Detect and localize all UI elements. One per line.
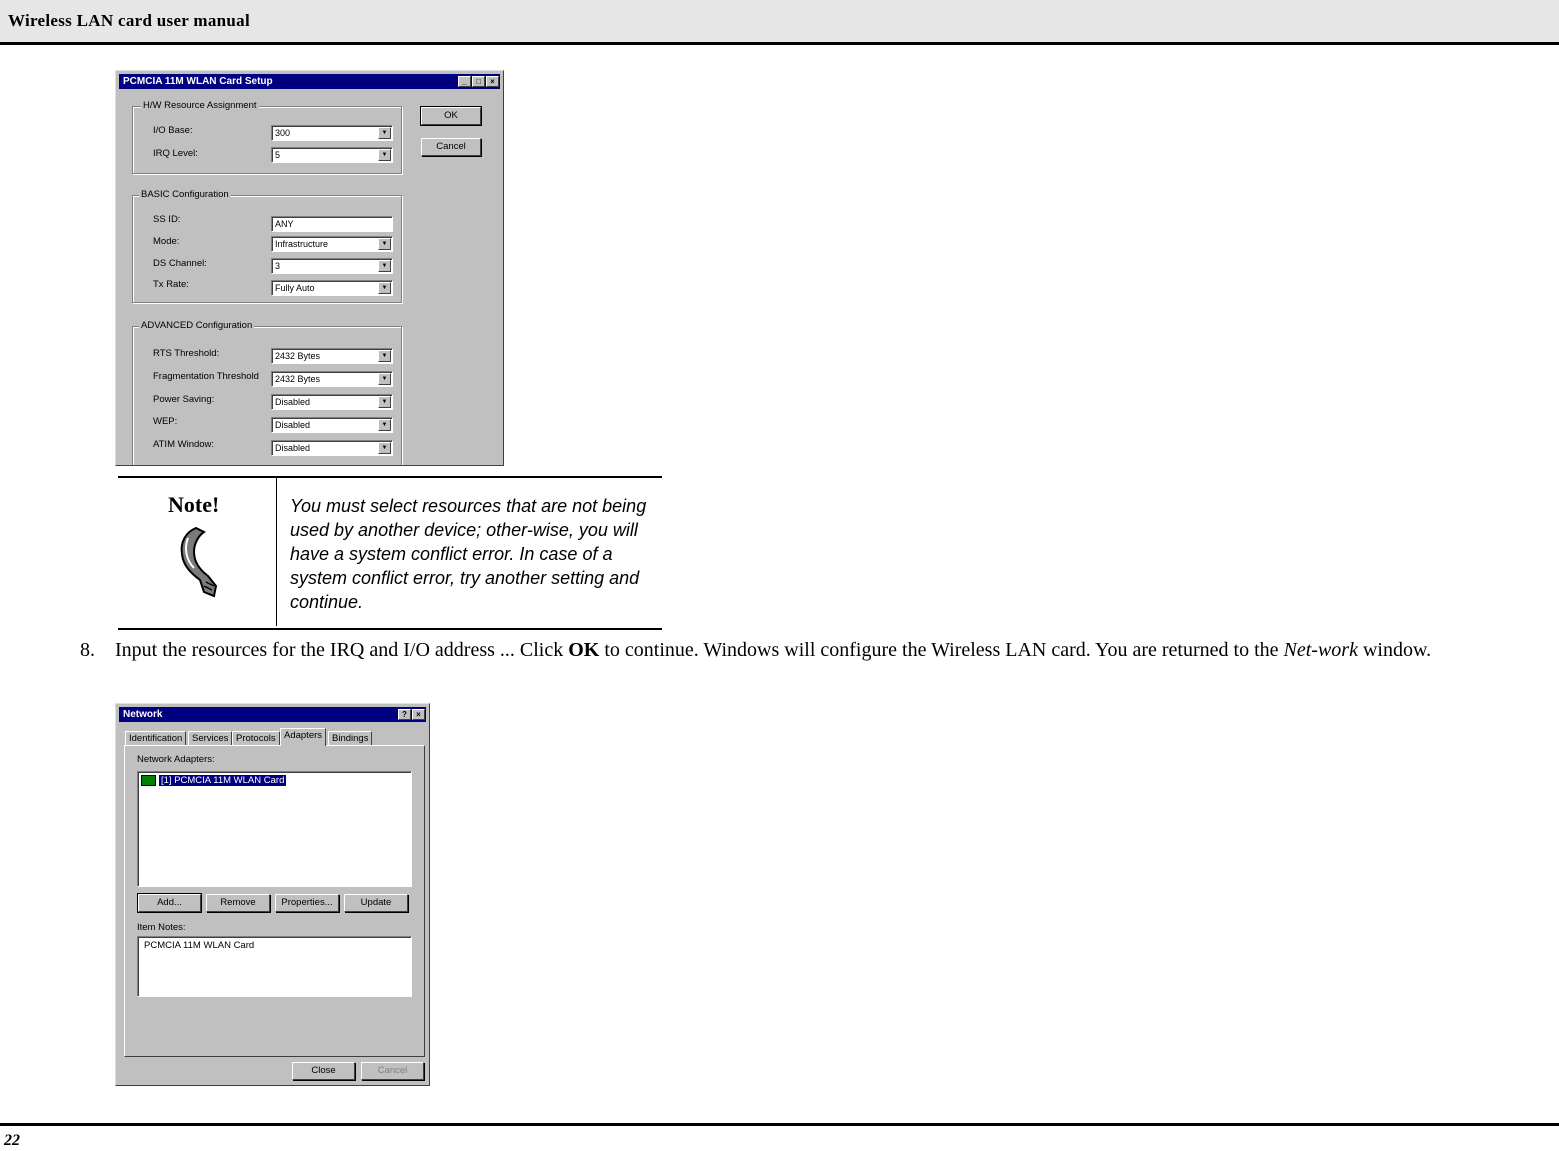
adapters-label: Network Adapters: bbox=[137, 754, 215, 765]
minimize-icon[interactable]: _ bbox=[458, 76, 471, 87]
tab-services[interactable]: Services bbox=[188, 731, 232, 745]
chevron-down-icon[interactable]: ▼ bbox=[378, 282, 391, 294]
irq-select[interactable]: 5 ▼ bbox=[271, 147, 393, 163]
chevron-down-icon[interactable]: ▼ bbox=[378, 442, 391, 454]
power-select[interactable]: Disabled ▼ bbox=[271, 394, 393, 410]
note-text: You must select resources that are not being used by another device; other-wise, you will have a system conflict error. In case of a system conflict error, try another setting and continue. bbox=[290, 496, 647, 612]
maximize-icon[interactable]: □ bbox=[472, 76, 485, 87]
ssid-label: SS ID: bbox=[153, 214, 181, 225]
tab-strip bbox=[125, 731, 425, 745]
add-button[interactable]: Add... bbox=[138, 894, 201, 912]
note-box bbox=[118, 476, 662, 630]
tab-bindings[interactable]: Bindings bbox=[328, 731, 372, 745]
rts-label: RTS Threshold: bbox=[153, 348, 220, 359]
adapters-list[interactable] bbox=[137, 771, 412, 887]
update-button[interactable]: Update bbox=[344, 894, 408, 912]
mode-select[interactable]: Infrastructure ▼ bbox=[271, 236, 393, 252]
network-emphasis: Net-work bbox=[1283, 639, 1358, 661]
chevron-down-icon[interactable]: ▼ bbox=[378, 350, 391, 362]
basic-config-group bbox=[132, 189, 402, 303]
rts-select[interactable]: 2432 Bytes ▼ bbox=[271, 348, 393, 364]
page-footer bbox=[0, 1123, 1559, 1151]
io-base-select[interactable]: 300 ▼ bbox=[271, 125, 393, 141]
tab-identification[interactable]: Identification bbox=[125, 731, 186, 745]
item-notes-label: Item Notes: bbox=[137, 922, 186, 933]
network-card-icon bbox=[141, 775, 156, 786]
channel-select[interactable]: 3 ▼ bbox=[271, 258, 393, 274]
close-button[interactable]: Close bbox=[292, 1062, 355, 1080]
step-number: 8. bbox=[80, 639, 95, 661]
chevron-down-icon[interactable]: ▼ bbox=[378, 127, 391, 139]
ok-button[interactable]: OK bbox=[421, 107, 481, 125]
advanced-config-group bbox=[132, 320, 402, 466]
hw-resource-group bbox=[132, 100, 402, 174]
frag-label: Fragmentation Threshold bbox=[153, 371, 259, 382]
ssid-input[interactable]: ANY bbox=[271, 216, 393, 232]
atim-select[interactable]: Disabled ▼ bbox=[271, 440, 393, 456]
close-icon[interactable]: × bbox=[412, 709, 425, 720]
tab-protocols[interactable]: Protocols bbox=[232, 731, 280, 745]
channel-label: DS Channel: bbox=[153, 258, 207, 269]
chevron-down-icon[interactable]: ▼ bbox=[378, 149, 391, 161]
mode-label: Mode: bbox=[153, 236, 180, 247]
page-number: 22 bbox=[4, 1132, 20, 1149]
network-cancel-button[interactable]: Cancel bbox=[361, 1062, 424, 1080]
tab-adapters[interactable]: Adapters bbox=[280, 728, 326, 746]
network-titlebar bbox=[119, 707, 426, 722]
manual-title: Wireless LAN card user manual bbox=[8, 11, 250, 30]
step-text: Input the resources for the IRQ and I/O address ... Click OK to continue. Windows will configure the Wireless LAN card. You are returned to the Net-work window. bbox=[115, 639, 1432, 661]
basic-group-label: BASIC Configuration bbox=[141, 189, 229, 200]
network-title: Network bbox=[123, 709, 163, 720]
note-title: Note! bbox=[168, 492, 220, 517]
txrate-label: Tx Rate: bbox=[153, 279, 189, 290]
irq-label: IRQ Level: bbox=[153, 148, 198, 159]
frag-select[interactable]: 2432 Bytes ▼ bbox=[271, 371, 393, 387]
ok-emphasis: OK bbox=[568, 639, 600, 661]
chevron-down-icon[interactable]: ▼ bbox=[378, 419, 391, 431]
network-dialog bbox=[115, 703, 430, 1086]
chevron-down-icon[interactable]: ▼ bbox=[378, 373, 391, 385]
advanced-group-label: ADVANCED Configuration bbox=[141, 320, 253, 331]
help-icon[interactable]: ? bbox=[398, 709, 411, 720]
chevron-down-icon[interactable]: ▼ bbox=[378, 396, 391, 408]
wep-select[interactable]: Disabled ▼ bbox=[271, 417, 393, 433]
remove-button[interactable]: Remove bbox=[206, 894, 270, 912]
item-notes-box: PCMCIA 11M WLAN Card bbox=[137, 936, 412, 997]
setup-titlebar bbox=[119, 74, 500, 89]
chevron-down-icon[interactable]: ▼ bbox=[378, 260, 391, 272]
wep-label: WEP: bbox=[153, 416, 178, 427]
pointing-hand-icon bbox=[174, 524, 222, 600]
wlan-setup-dialog bbox=[115, 70, 504, 466]
io-base-label: I/O Base: bbox=[153, 125, 193, 136]
chevron-down-icon[interactable]: ▼ bbox=[378, 238, 391, 250]
properties-button[interactable]: Properties... bbox=[275, 894, 339, 912]
atim-label: ATIM Window: bbox=[153, 439, 215, 450]
note-divider bbox=[276, 478, 277, 626]
cancel-button[interactable]: Cancel bbox=[421, 138, 481, 156]
page-header bbox=[0, 0, 1559, 45]
setup-title: PCMCIA 11M WLAN Card Setup bbox=[123, 76, 273, 87]
close-icon[interactable]: × bbox=[486, 76, 499, 87]
hw-group-label: H/W Resource Assignment bbox=[143, 100, 257, 111]
tab-panel bbox=[124, 745, 425, 1057]
power-label: Power Saving: bbox=[153, 394, 215, 405]
list-item[interactable]: [1] PCMCIA 11M WLAN Card bbox=[141, 775, 286, 787]
txrate-select[interactable]: Fully Auto ▼ bbox=[271, 280, 393, 296]
